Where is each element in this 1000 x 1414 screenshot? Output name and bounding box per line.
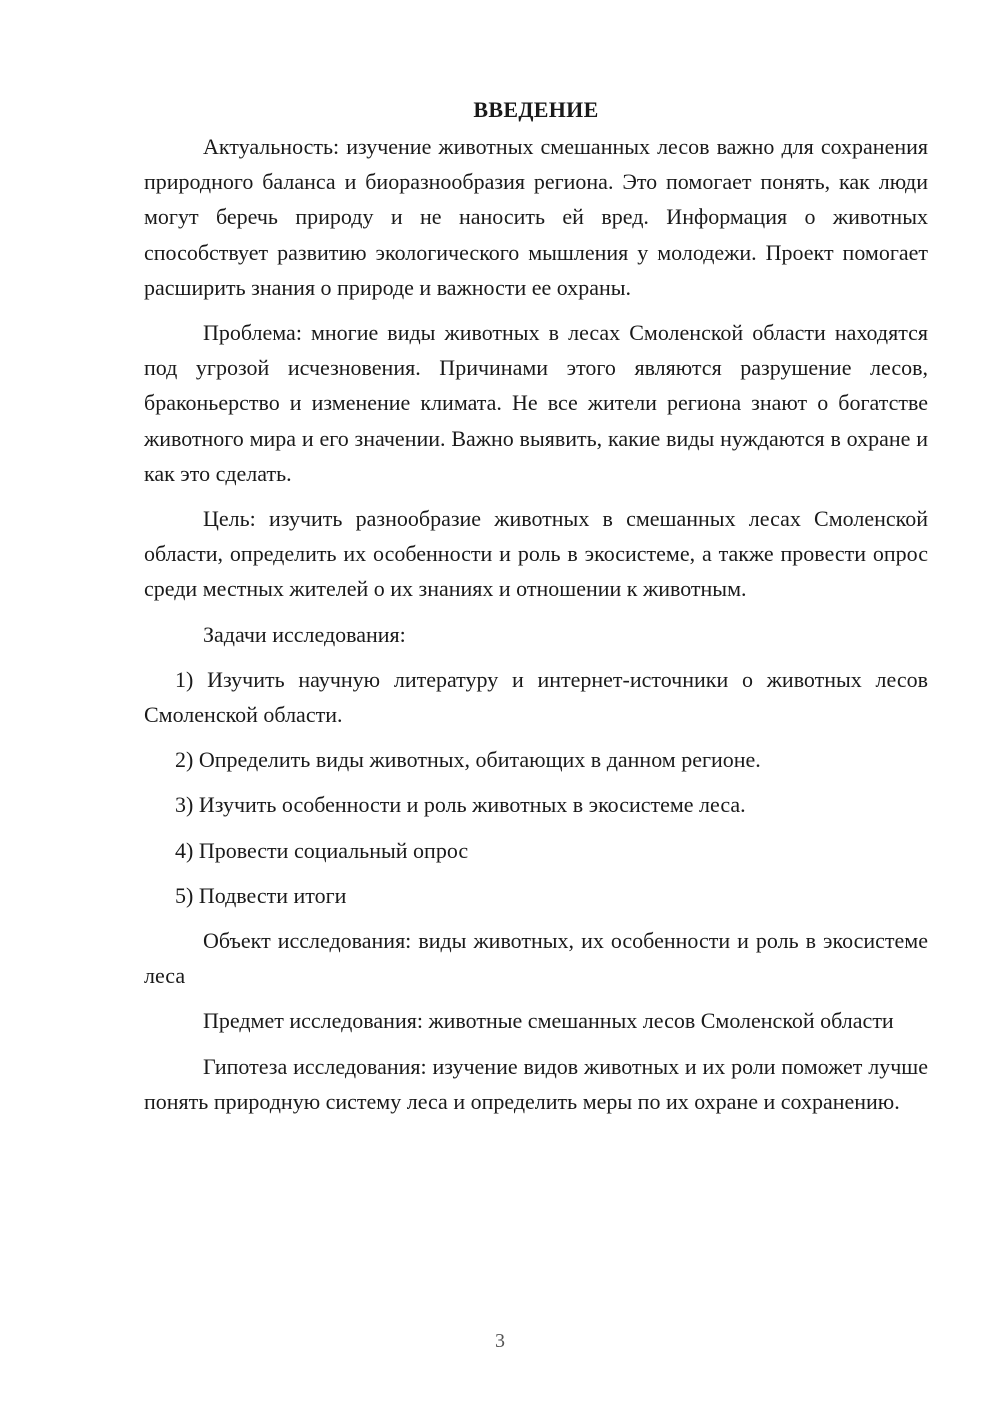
page-number: 3 bbox=[495, 1330, 505, 1352]
task-item-3: 3) Изучить особенности и роль животных в экосистеме леса. bbox=[175, 792, 746, 818]
task-item-2: 2) Определить виды животных, обитающих в данном регионе. bbox=[175, 747, 761, 773]
section-heading: ВВЕДЕНИЕ bbox=[473, 97, 599, 122]
problem-paragraph: Проблема: многие виды животных в лесах Смоленской области находятся под угрозой исчезновения. Причинами этого являются разрушение лесов, браконьерство и изменение климата. Не все жители региона знают о богатстве животного мира и его значении. Важно выявить, какие виды нуждаются в охране и как это сделать. bbox=[144, 320, 928, 486]
task-item-1: 1) Изучить научную литературу и интернет-источники о животных лесов Смоленской области. bbox=[144, 666, 928, 728]
hypothesis-paragraph: Гипотеза исследования: изучение видов животных и их роли поможет лучше понять природную систему леса и определить меры по их охране и сохранению. bbox=[144, 1053, 928, 1114]
task-item-5: 5) Подвести итоги bbox=[175, 882, 347, 908]
tasks-heading: Задачи исследования: bbox=[203, 621, 406, 647]
relevance-paragraph: Актуальность: изучение животных смешанных лесов важно для сохранения природного баланса и биоразнообразия региона. Это помогает понять, как люди могут беречь природу и не наносить ей вред. Информация о животных способствует развитию экологического мышления у молодежи. Проект помогает расширить знания о природе и важности ее охраны. bbox=[144, 134, 928, 300]
subject-paragraph: Предмет исследования: животные смешанных лесов Смоленской области bbox=[203, 1008, 894, 1034]
document-page bbox=[144, 92, 928, 1129]
goal-paragraph: Цель: изучить разнообразие животных в смешанных лесах Смоленской области, определить их особенности и роль в экосистеме, а также провести опрос среди местных жителей о их знаниях и отношении к животным. bbox=[144, 506, 928, 602]
task-item-4: 4) Провести социальный опрос bbox=[175, 837, 469, 863]
object-paragraph: Объект исследования: виды животных, их особенности и роль в экосистеме леса bbox=[144, 928, 928, 989]
